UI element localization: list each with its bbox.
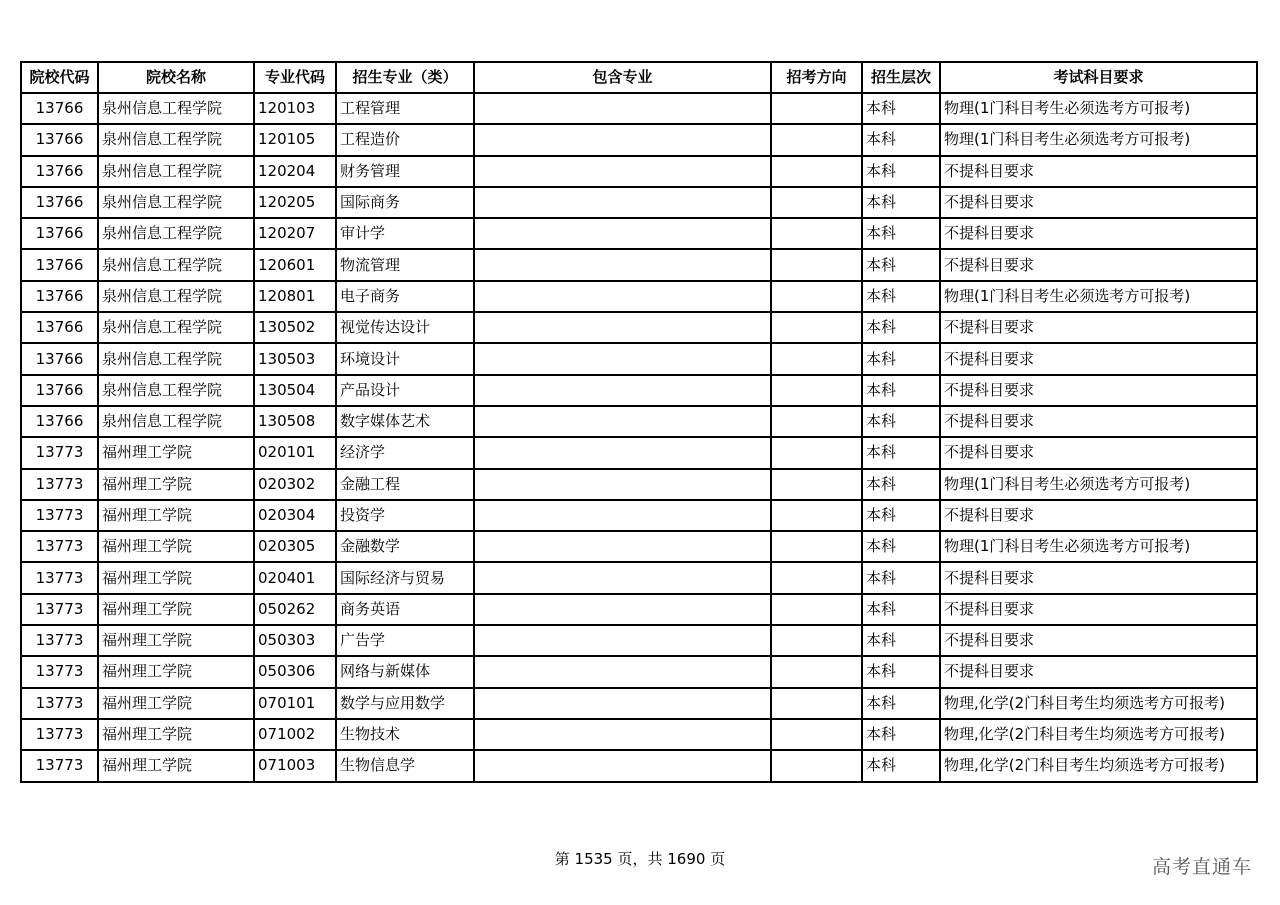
cell-major-code: 020304 xyxy=(254,500,336,531)
cell-major-code: 050262 xyxy=(254,594,336,625)
cell-direction xyxy=(771,656,862,687)
header-included-majors: 包含专业 xyxy=(474,62,771,93)
cell-level: 本科 xyxy=(862,656,940,687)
table-row xyxy=(21,218,1257,249)
cell-major-code: 120103 xyxy=(254,93,336,124)
cell-included-majors xyxy=(474,688,771,719)
cell-subject-requirement: 物理,化学(2门科目考生均须选考方可报考) xyxy=(940,719,1257,750)
cell-school-name: 福州理工学院 xyxy=(98,625,254,656)
cell-major-code: 071003 xyxy=(254,750,336,781)
cell-level: 本科 xyxy=(862,500,940,531)
cell-direction xyxy=(771,156,862,187)
cell-direction xyxy=(771,625,862,656)
header-school-code: 院校代码 xyxy=(21,62,98,93)
cell-subject-requirement: 物理(1门科目考生必须选考方可报考) xyxy=(940,531,1257,562)
cell-direction xyxy=(771,562,862,593)
cell-subject-requirement: 不提科目要求 xyxy=(940,437,1257,468)
cell-direction xyxy=(771,249,862,280)
cell-included-majors xyxy=(474,656,771,687)
admissions-table xyxy=(20,61,1258,783)
cell-direction xyxy=(771,124,862,155)
header-subject-requirement: 考试科目要求 xyxy=(940,62,1257,93)
cell-level: 本科 xyxy=(862,688,940,719)
cell-major-name: 投资学 xyxy=(336,500,474,531)
cell-school-code: 13773 xyxy=(21,562,98,593)
cell-school-name: 泉州信息工程学院 xyxy=(98,406,254,437)
cell-school-name: 福州理工学院 xyxy=(98,531,254,562)
cell-included-majors xyxy=(474,375,771,406)
cell-major-code: 050306 xyxy=(254,656,336,687)
cell-subject-requirement: 不提科目要求 xyxy=(940,249,1257,280)
cell-major-name: 工程管理 xyxy=(336,93,474,124)
cell-direction xyxy=(771,500,862,531)
cell-included-majors xyxy=(474,343,771,374)
cell-level: 本科 xyxy=(862,562,940,593)
cell-major-code: 070101 xyxy=(254,688,336,719)
cell-included-majors xyxy=(474,93,771,124)
cell-school-code: 13766 xyxy=(21,343,98,374)
cell-direction xyxy=(771,187,862,218)
cell-school-name: 泉州信息工程学院 xyxy=(98,375,254,406)
cell-major-name: 经济学 xyxy=(336,437,474,468)
cell-direction xyxy=(771,218,862,249)
cell-major-name: 网络与新媒体 xyxy=(336,656,474,687)
cell-subject-requirement: 不提科目要求 xyxy=(940,406,1257,437)
cell-level: 本科 xyxy=(862,750,940,781)
cell-direction xyxy=(771,437,862,468)
table-row xyxy=(21,469,1257,500)
page-number: 第 1535 页，共 1690 页 xyxy=(554,850,726,868)
cell-major-name: 国际经济与贸易 xyxy=(336,562,474,593)
cell-major-name: 国际商务 xyxy=(336,187,474,218)
cell-subject-requirement: 不提科目要求 xyxy=(940,594,1257,625)
cell-major-name: 生物信息学 xyxy=(336,750,474,781)
cell-level: 本科 xyxy=(862,156,940,187)
header-major-name: 招生专业（类） xyxy=(336,62,474,93)
cell-included-majors xyxy=(474,594,771,625)
cell-school-name: 福州理工学院 xyxy=(98,594,254,625)
table-row xyxy=(21,343,1257,374)
cell-school-code: 13773 xyxy=(21,594,98,625)
cell-school-name: 泉州信息工程学院 xyxy=(98,343,254,374)
cell-school-name: 泉州信息工程学院 xyxy=(98,218,254,249)
cell-major-code: 120105 xyxy=(254,124,336,155)
cell-included-majors xyxy=(474,531,771,562)
cell-major-name: 数学与应用数学 xyxy=(336,688,474,719)
cell-direction xyxy=(771,312,862,343)
cell-school-code: 13773 xyxy=(21,719,98,750)
cell-included-majors xyxy=(474,187,771,218)
table-row xyxy=(21,625,1257,656)
cell-school-name: 福州理工学院 xyxy=(98,656,254,687)
cell-subject-requirement: 不提科目要求 xyxy=(940,218,1257,249)
cell-included-majors xyxy=(474,156,771,187)
cell-included-majors xyxy=(474,625,771,656)
cell-school-code: 13773 xyxy=(21,531,98,562)
header-level: 招生层次 xyxy=(862,62,940,93)
cell-school-code: 13773 xyxy=(21,750,98,781)
cell-included-majors xyxy=(474,562,771,593)
cell-school-code: 13766 xyxy=(21,312,98,343)
cell-major-code: 020305 xyxy=(254,531,336,562)
cell-level: 本科 xyxy=(862,124,940,155)
cell-school-code: 13773 xyxy=(21,688,98,719)
table-row xyxy=(21,750,1257,781)
table-row xyxy=(21,656,1257,687)
cell-major-code: 071002 xyxy=(254,719,336,750)
cell-level: 本科 xyxy=(862,187,940,218)
cell-major-name: 广告学 xyxy=(336,625,474,656)
cell-direction xyxy=(771,469,862,500)
cell-school-code: 13766 xyxy=(21,156,98,187)
cell-major-name: 数字媒体艺术 xyxy=(336,406,474,437)
table-row xyxy=(21,406,1257,437)
table-row xyxy=(21,249,1257,280)
table-body xyxy=(21,93,1257,782)
cell-school-code: 13766 xyxy=(21,218,98,249)
cell-subject-requirement: 物理(1门科目考生必须选考方可报考) xyxy=(940,124,1257,155)
cell-direction xyxy=(771,688,862,719)
cell-major-name: 电子商务 xyxy=(336,281,474,312)
cell-level: 本科 xyxy=(862,719,940,750)
cell-subject-requirement: 不提科目要求 xyxy=(940,375,1257,406)
table-row xyxy=(21,562,1257,593)
cell-direction xyxy=(771,343,862,374)
cell-included-majors xyxy=(474,406,771,437)
cell-subject-requirement: 物理,化学(2门科目考生均须选考方可报考) xyxy=(940,688,1257,719)
cell-school-code: 13766 xyxy=(21,93,98,124)
cell-level: 本科 xyxy=(862,594,940,625)
cell-major-name: 环境设计 xyxy=(336,343,474,374)
cell-school-name: 泉州信息工程学院 xyxy=(98,93,254,124)
cell-school-name: 泉州信息工程学院 xyxy=(98,187,254,218)
table-row xyxy=(21,500,1257,531)
cell-major-code: 130502 xyxy=(254,312,336,343)
cell-direction xyxy=(771,406,862,437)
cell-level: 本科 xyxy=(862,218,940,249)
cell-major-code: 120204 xyxy=(254,156,336,187)
cell-school-name: 泉州信息工程学院 xyxy=(98,312,254,343)
table-row xyxy=(21,375,1257,406)
cell-school-code: 13773 xyxy=(21,500,98,531)
cell-level: 本科 xyxy=(862,249,940,280)
cell-school-code: 13773 xyxy=(21,656,98,687)
cell-major-name: 金融数学 xyxy=(336,531,474,562)
cell-school-code: 13766 xyxy=(21,281,98,312)
cell-major-name: 审计学 xyxy=(336,218,474,249)
cell-level: 本科 xyxy=(862,375,940,406)
cell-major-name: 物流管理 xyxy=(336,249,474,280)
cell-school-name: 福州理工学院 xyxy=(98,437,254,468)
cell-school-name: 福州理工学院 xyxy=(98,469,254,500)
cell-included-majors xyxy=(474,124,771,155)
watermark-logo: 高考直通车 xyxy=(1151,856,1252,878)
cell-school-code: 13766 xyxy=(21,187,98,218)
cell-level: 本科 xyxy=(862,312,940,343)
table-row xyxy=(21,531,1257,562)
cell-school-code: 13766 xyxy=(21,124,98,155)
cell-major-code: 050303 xyxy=(254,625,336,656)
cell-subject-requirement: 不提科目要求 xyxy=(940,625,1257,656)
cell-included-majors xyxy=(474,750,771,781)
cell-school-name: 泉州信息工程学院 xyxy=(98,124,254,155)
cell-level: 本科 xyxy=(862,531,940,562)
cell-subject-requirement: 物理,化学(2门科目考生均须选考方可报考) xyxy=(940,750,1257,781)
header-school-name: 院校名称 xyxy=(98,62,254,93)
cell-major-name: 视觉传达设计 xyxy=(336,312,474,343)
cell-subject-requirement: 不提科目要求 xyxy=(940,562,1257,593)
cell-direction xyxy=(771,750,862,781)
cell-direction xyxy=(771,594,862,625)
cell-major-code: 130503 xyxy=(254,343,336,374)
table-header-row xyxy=(21,62,1257,93)
cell-school-name: 泉州信息工程学院 xyxy=(98,249,254,280)
cell-subject-requirement: 物理(1门科目考生必须选考方可报考) xyxy=(940,93,1257,124)
table-row xyxy=(21,93,1257,124)
cell-major-name: 生物技术 xyxy=(336,719,474,750)
cell-school-name: 福州理工学院 xyxy=(98,562,254,593)
cell-school-name: 福州理工学院 xyxy=(98,500,254,531)
table-row xyxy=(21,124,1257,155)
cell-major-code: 120207 xyxy=(254,218,336,249)
cell-included-majors xyxy=(474,500,771,531)
cell-direction xyxy=(771,93,862,124)
cell-subject-requirement: 不提科目要求 xyxy=(940,656,1257,687)
table-row xyxy=(21,437,1257,468)
cell-included-majors xyxy=(474,437,771,468)
cell-major-code: 120801 xyxy=(254,281,336,312)
cell-school-name: 泉州信息工程学院 xyxy=(98,281,254,312)
cell-school-code: 13773 xyxy=(21,625,98,656)
cell-school-name: 福州理工学院 xyxy=(98,688,254,719)
cell-direction xyxy=(771,719,862,750)
table-row xyxy=(21,312,1257,343)
cell-level: 本科 xyxy=(862,343,940,374)
cell-major-code: 120601 xyxy=(254,249,336,280)
cell-included-majors xyxy=(474,312,771,343)
table-row xyxy=(21,281,1257,312)
cell-included-majors xyxy=(474,218,771,249)
cell-subject-requirement: 物理(1门科目考生必须选考方可报考) xyxy=(940,281,1257,312)
cell-major-code: 120205 xyxy=(254,187,336,218)
table-row xyxy=(21,688,1257,719)
cell-level: 本科 xyxy=(862,469,940,500)
cell-level: 本科 xyxy=(862,437,940,468)
table-row xyxy=(21,156,1257,187)
cell-subject-requirement: 不提科目要求 xyxy=(940,343,1257,374)
cell-included-majors xyxy=(474,281,771,312)
cell-direction xyxy=(771,531,862,562)
cell-included-majors xyxy=(474,719,771,750)
cell-major-name: 财务管理 xyxy=(336,156,474,187)
cell-subject-requirement: 物理(1门科目考生必须选考方可报考) xyxy=(940,469,1257,500)
cell-level: 本科 xyxy=(862,93,940,124)
cell-major-code: 130508 xyxy=(254,406,336,437)
cell-major-name: 金融工程 xyxy=(336,469,474,500)
cell-school-name: 福州理工学院 xyxy=(98,750,254,781)
cell-major-name: 产品设计 xyxy=(336,375,474,406)
table-row xyxy=(21,187,1257,218)
cell-major-code: 130504 xyxy=(254,375,336,406)
cell-subject-requirement: 不提科目要求 xyxy=(940,156,1257,187)
cell-major-code: 020401 xyxy=(254,562,336,593)
cell-major-code: 020101 xyxy=(254,437,336,468)
cell-level: 本科 xyxy=(862,281,940,312)
header-direction: 招考方向 xyxy=(771,62,862,93)
cell-included-majors xyxy=(474,469,771,500)
table-row xyxy=(21,594,1257,625)
cell-direction xyxy=(771,281,862,312)
cell-school-code: 13773 xyxy=(21,437,98,468)
cell-level: 本科 xyxy=(862,625,940,656)
cell-included-majors xyxy=(474,249,771,280)
cell-subject-requirement: 不提科目要求 xyxy=(940,312,1257,343)
cell-school-name: 福州理工学院 xyxy=(98,719,254,750)
cell-major-code: 020302 xyxy=(254,469,336,500)
cell-school-name: 泉州信息工程学院 xyxy=(98,156,254,187)
cell-direction xyxy=(771,375,862,406)
cell-level: 本科 xyxy=(862,406,940,437)
cell-major-name: 工程造价 xyxy=(336,124,474,155)
cell-school-code: 13766 xyxy=(21,249,98,280)
cell-school-code: 13773 xyxy=(21,469,98,500)
cell-subject-requirement: 不提科目要求 xyxy=(940,500,1257,531)
cell-school-code: 13766 xyxy=(21,406,98,437)
cell-major-name: 商务英语 xyxy=(336,594,474,625)
table-row xyxy=(21,719,1257,750)
cell-school-code: 13766 xyxy=(21,375,98,406)
header-major-code: 专业代码 xyxy=(254,62,336,93)
cell-subject-requirement: 不提科目要求 xyxy=(940,187,1257,218)
